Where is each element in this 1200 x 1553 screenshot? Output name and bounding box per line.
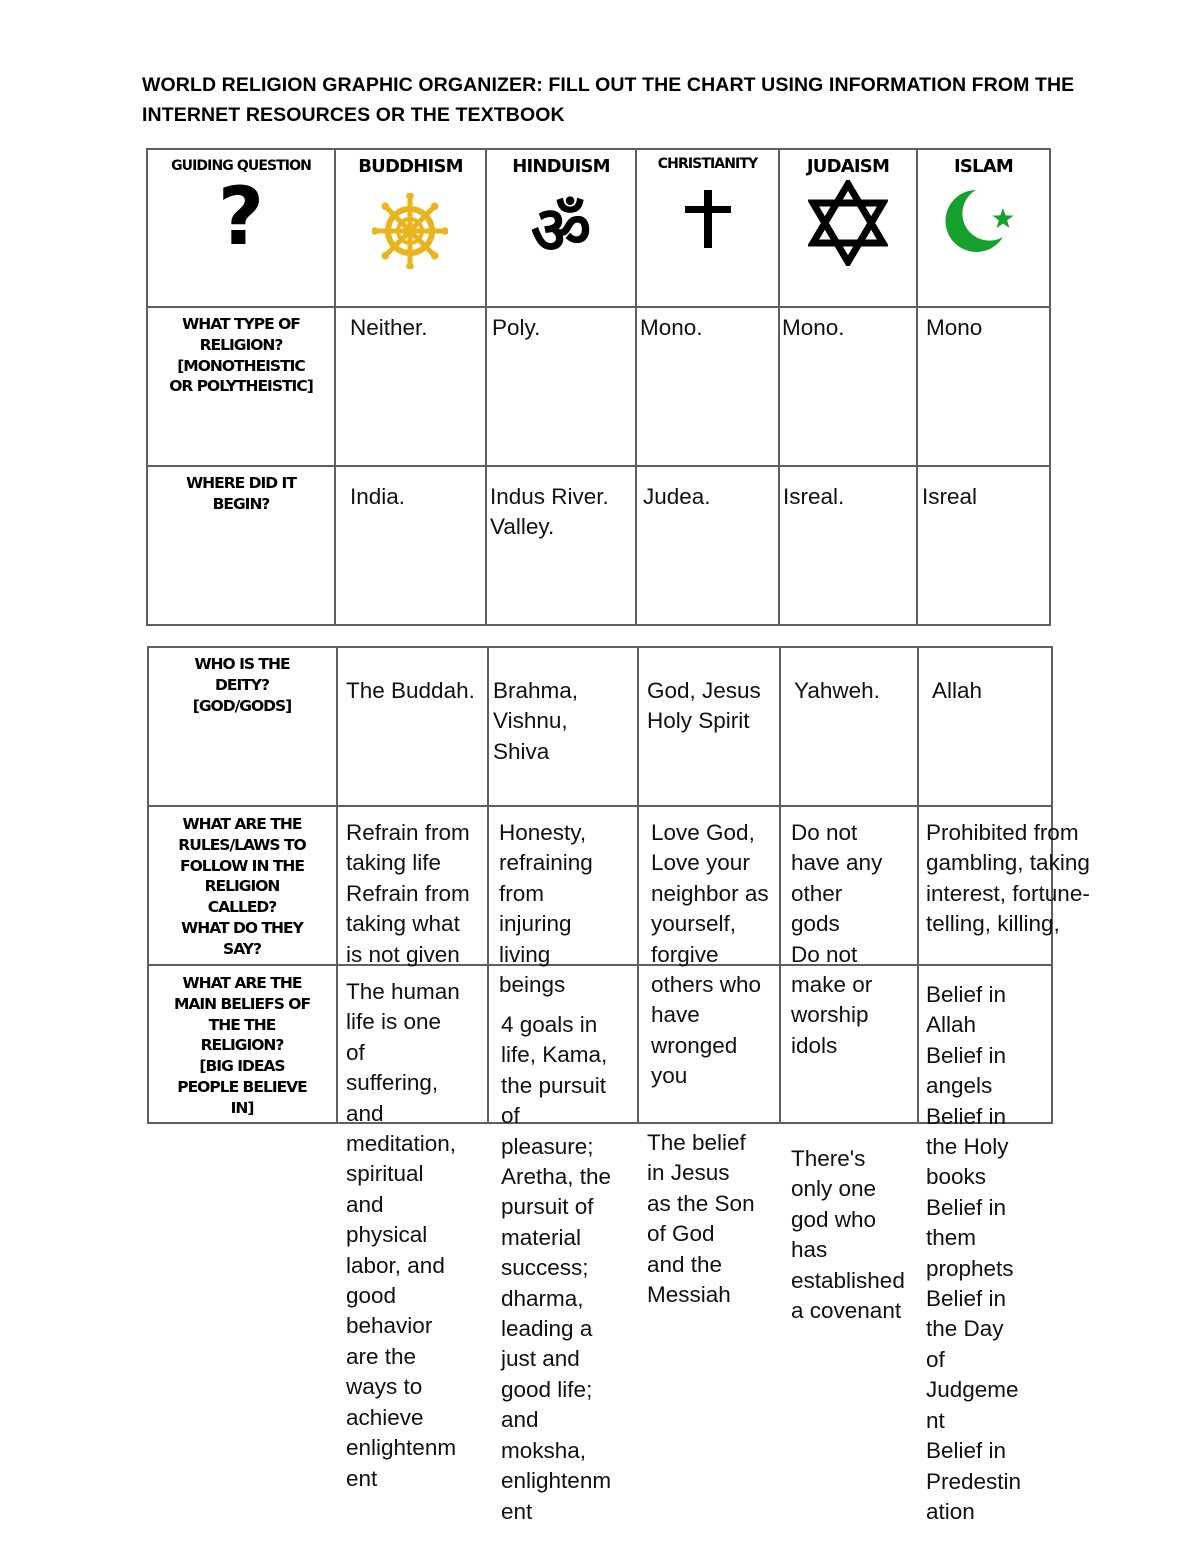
answer-type-islam: Mono: [926, 315, 983, 340]
answer-beliefs-judaism: There's only one god who has established a covenant: [791, 1146, 905, 1324]
header-judaism: JUDAISM: [806, 156, 890, 177]
answer-beliefs-buddhism: The human life is one of suffering, and meditation, spiritual and physical labor, and good behavior are the ways to achieve enlightenm ent: [346, 979, 460, 1491]
header-islam: ISLAM: [954, 156, 1013, 177]
answer-begin-hinduism: Indus River. Valley.: [490, 484, 609, 540]
answer-begin-christianity: Judea.: [643, 484, 711, 509]
answer-deity-buddhism: The Buddah.: [346, 678, 475, 703]
answer-begin-buddhism: India.: [350, 484, 406, 509]
question-rules: WHAT ARE THE RULES/LAWS TO FOLLOW IN THE RELIGION CALLED? WHAT DO THEY SAY?: [178, 815, 306, 958]
question-begin: WHERE DID IT BEGIN?: [186, 474, 296, 513]
answer-type-hinduism: Poly.: [492, 315, 541, 340]
answer-type-buddhism: Neither.: [350, 315, 428, 340]
answer-deity-christianity: God, Jesus Holy Spirit: [647, 678, 761, 734]
header-buddhism: BUDDHISM: [358, 156, 463, 177]
answer-type-christianity: Mono.: [640, 315, 703, 340]
answer-rules-hinduism: Honesty, refraining from injuring living beings: [499, 820, 593, 998]
page-title: WORLD RELIGION GRAPHIC ORGANIZER: FILL OUT THE CHART USING INFORMATION FROM THE INTERNET RESOURCES OR THE TEXTBOOK: [142, 74, 1075, 126]
answer-beliefs-christianity: The belief in Jesus as the Son of God and the Messiah: [647, 1130, 755, 1308]
header-christianity: CHRISTIANITY: [657, 156, 758, 172]
answer-rules-buddhism: Refrain from taking life Refrain from taking what is not given: [346, 820, 470, 967]
answer-begin-islam: Isreal: [922, 484, 978, 509]
crescent-star-icon: [943, 188, 1023, 254]
answer-rules-judaism: Do not have any other gods Do not make or worship idols: [791, 820, 883, 1058]
answer-rules-christianity: Love God, Love your neighbor as yourself, forgive others who have wronged you: [651, 820, 769, 1089]
header-guiding-question: GUIDING QUESTION: [171, 158, 311, 174]
star-of-david-icon: [808, 180, 888, 266]
answer-deity-judaism: Yahweh.: [794, 678, 880, 703]
answer-rules-islam: Prohibited from gambling, taking interest, fortune- telling, killing,: [926, 820, 1090, 937]
question-type: WHAT TYPE OF RELIGION? [MONOTHEISTIC OR POLYTHEISTIC]: [169, 315, 313, 396]
question-deity: WHO IS THE DEITY? [GOD/GODS]: [192, 655, 292, 715]
answer-beliefs-hinduism: 4 goals in life, Kama, the pursuit of pleasure; Aretha, the pursuit of material success; dharma, leading a just and good life; and moksha, enlightenm ent: [501, 1012, 612, 1524]
answer-type-judaism: Mono.: [782, 315, 845, 340]
answer-begin-judaism: Isreal.: [783, 484, 845, 509]
header-hinduism: HINDUISM: [512, 156, 610, 177]
answer-beliefs-islam: Belief in Allah Belief in angels Belief in the Holy books Belief in them prophets Belief in the Day of Judgeme nt Belief in Predestin ation: [926, 982, 1022, 1524]
question-mark-icon: ?: [217, 170, 265, 263]
cross-icon: [683, 190, 733, 250]
question-beliefs: WHAT ARE THE MAIN BELIEFS OF THE THE RELIGION? [BIG IDEAS PEOPLE BELIEVE IN]: [173, 974, 311, 1117]
om-icon: ॐ: [530, 192, 592, 269]
answer-deity-hinduism: Brahma, Vishnu, Shiva: [493, 678, 579, 764]
answer-deity-islam: Allah: [932, 678, 983, 703]
dharma-wheel-icon: [372, 193, 448, 269]
